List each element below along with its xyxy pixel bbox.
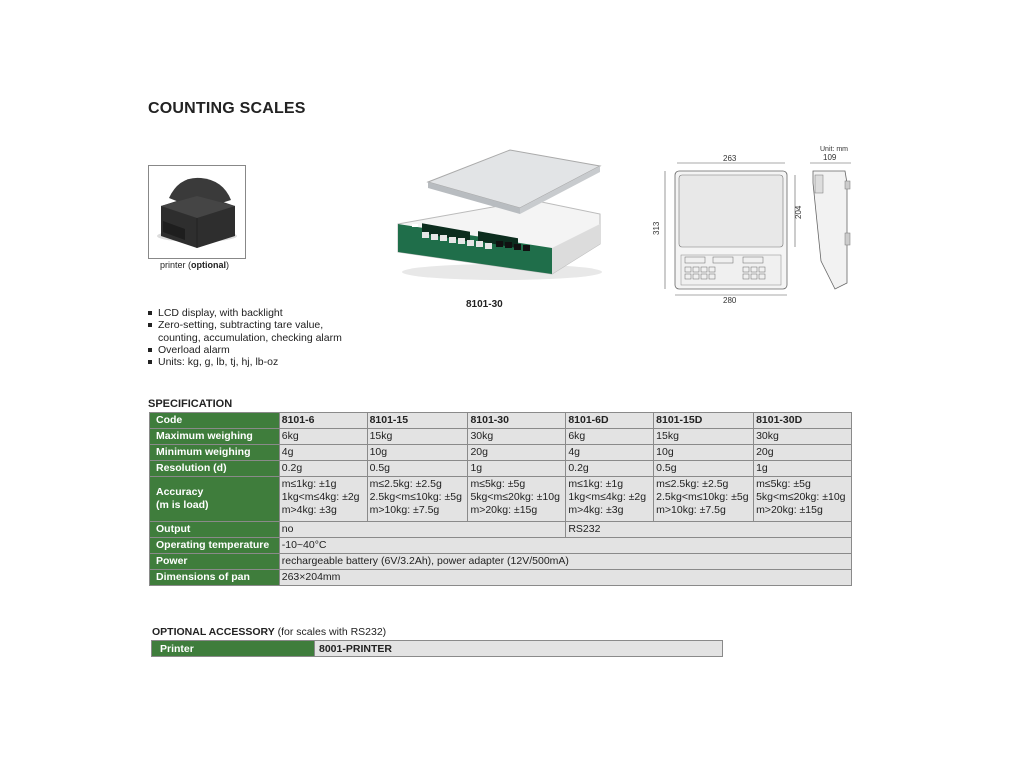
table-row (150, 538, 852, 554)
cell: 8101-15 (367, 413, 468, 429)
cell: 0.2g (566, 461, 654, 477)
printer-caption: printer (optional) (160, 260, 230, 270)
cell: 8101-15D (654, 413, 754, 429)
row-header: Printer (152, 641, 315, 657)
row-header: Output (150, 522, 280, 538)
cell: 8101-6 (279, 413, 367, 429)
dim-bottom: 280 (723, 296, 737, 305)
dimension-drawing (652, 143, 860, 305)
row-header: Resolution (d) (150, 461, 280, 477)
cell: 20g (754, 445, 852, 461)
cell: -10~40°C (279, 538, 851, 554)
cell: RS232 (566, 522, 852, 538)
table-row (150, 554, 852, 570)
cell: 15kg (367, 429, 468, 445)
dim-left: 313 (652, 221, 661, 235)
cell: 1g (754, 461, 852, 477)
table-row (150, 413, 852, 429)
accessory-table (151, 640, 723, 657)
row-header: Power (150, 554, 280, 570)
cell: 4g (279, 445, 367, 461)
dim-top: 263 (723, 154, 737, 163)
cell: m≤1kg: ±1g 1kg<m≤4kg: ±2g m>4kg: ±3g (279, 477, 367, 522)
cell: m≤5kg: ±5g 5kg<m≤20kg: ±10g m>20kg: ±15g (754, 477, 852, 522)
cell: 30kg (754, 429, 852, 445)
feature-item: LCD display, with backlight (148, 307, 342, 319)
cell: 4g (566, 445, 654, 461)
row-header: Dimensions of pan (150, 570, 280, 586)
cell: 10g (654, 445, 754, 461)
scale-caption: 8101-30 (466, 299, 503, 310)
page-title: COUNTING SCALES (148, 100, 306, 117)
table-row (152, 641, 723, 657)
cell: rechargeable battery (6V/3.2Ah), power adapter (12V/500mA) (279, 554, 851, 570)
unit-label: Unit: mm (820, 146, 848, 153)
feature-item: Zero-setting, subtracting tare value, (148, 319, 342, 331)
cell: 8101-6D (566, 413, 654, 429)
cell: 30kg (468, 429, 566, 445)
cell: m≤5kg: ±5g 5kg<m≤20kg: ±10g m>20kg: ±15g (468, 477, 566, 522)
cell: 0.5g (654, 461, 754, 477)
cell: 15kg (654, 429, 754, 445)
dim-side: 109 (823, 153, 837, 162)
accessory-title: OPTIONAL ACCESSORY (for scales with RS232) (152, 626, 387, 638)
table-row (150, 445, 852, 461)
cell: 6kg (279, 429, 367, 445)
cell: 6kg (566, 429, 654, 445)
cell: 8001-PRINTER (315, 641, 723, 657)
table-row (150, 461, 852, 477)
feature-list (148, 307, 342, 368)
cell: m≤2.5kg: ±2.5g 2.5kg<m≤10kg: ±5g m>10kg: ±7.5g (367, 477, 468, 522)
row-header: Minimum weighing (150, 445, 280, 461)
printer-image (148, 165, 246, 259)
cell: 8101-30 (468, 413, 566, 429)
cell: 0.2g (279, 461, 367, 477)
cell: 10g (367, 445, 468, 461)
table-row (150, 477, 852, 522)
cell: 263×204mm (279, 570, 851, 586)
row-header: Operating temperature (150, 538, 280, 554)
row-header: Maximum weighing (150, 429, 280, 445)
feature-item: Units: kg, g, lb, tj, hj, lb-oz (148, 356, 342, 368)
spec-table (149, 412, 852, 586)
cell: 1g (468, 461, 566, 477)
dim-right: 204 (794, 205, 803, 219)
spec-title: SPECIFICATION (148, 398, 233, 410)
table-row (150, 429, 852, 445)
row-header: Accuracy (m is load) (150, 477, 280, 522)
table-row (150, 570, 852, 586)
table-row (150, 522, 852, 538)
cell: m≤2.5kg: ±2.5g 2.5kg<m≤10kg: ±5g m>10kg: ±7.5g (654, 477, 754, 522)
feature-item: Overload alarm (148, 344, 342, 356)
cell: 20g (468, 445, 566, 461)
scale-image (392, 144, 608, 282)
cell: m≤1kg: ±1g 1kg<m≤4kg: ±2g m>4kg: ±3g (566, 477, 654, 522)
cell: no (279, 522, 566, 538)
cell: 8101-30D (754, 413, 852, 429)
feature-item: counting, accumulation, checking alarm (158, 331, 342, 344)
row-header: Code (150, 413, 280, 429)
cell: 0.5g (367, 461, 468, 477)
